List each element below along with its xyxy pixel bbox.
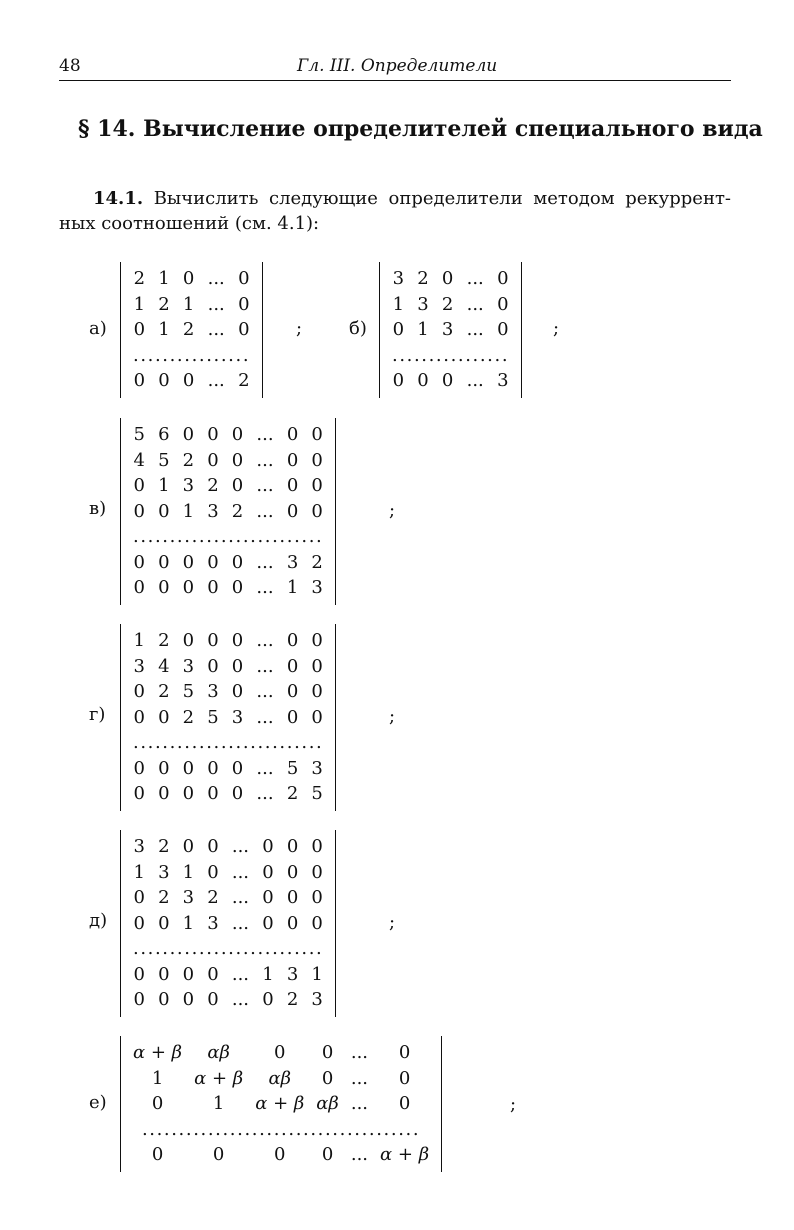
matrix-cell: 0 [497,319,509,341]
matrix-cell: 0 [151,1144,164,1166]
matrix-cell: 1 [212,1093,225,1115]
matrix-cell: 1 [182,293,195,315]
matrix-cell: ... [350,1093,369,1115]
matrix-cell: αβ [316,1093,339,1115]
matrix-cell: 2 [158,293,170,315]
matrix-cell: 0 [311,887,323,909]
det-e-row [127,1091,435,1117]
matrix-cell: 0 [311,630,323,652]
matrix-cell: 0 [133,989,145,1011]
matrix-cell: 0 [321,1042,334,1064]
matrix-cell: 3 [311,577,323,599]
matrix-cell: αβ [207,1042,230,1064]
matrix-cell: 5 [286,757,299,779]
determinant-g [120,624,336,811]
det-v-row [127,550,329,576]
det-b-label: б) [349,318,367,339]
det-d-row [127,834,329,860]
det-e-dots [127,1117,435,1143]
matrix-cell: 1 [311,963,323,985]
matrix-cell: α + β [133,1042,183,1064]
det-b-row [386,292,515,318]
det-b-dots [386,343,515,369]
matrix-cell: ... [231,912,250,934]
matrix-cell: 2 [182,706,195,728]
matrix-cell: α + β [380,1144,430,1166]
matrix-cell: 0 [133,475,145,497]
matrix-cell: 3 [286,551,299,573]
det-a-row [127,317,256,343]
det-d-label: д) [89,910,108,931]
matrix-cell: 0 [207,989,219,1011]
matrix-cell: 0 [286,500,299,522]
det-d-row [127,885,329,911]
page-header [59,54,731,81]
matrix-cell: 0 [311,861,323,883]
determinant-a [120,262,263,398]
det-v-row [127,473,329,499]
matrix-cell: 2 [286,783,299,805]
matrix-cell: ... [256,706,274,728]
matrix-cell: 0 [231,655,244,677]
running-title: Гл. III. Определители [297,56,498,76]
matrix-cell: 3 [417,293,429,315]
matrix-cell: ... [256,630,274,652]
matrix-cell: 2 [286,989,299,1011]
matrix-cell: 0 [392,370,405,392]
matrix-cell: 0 [311,475,323,497]
matrix-cell: 0 [207,577,219,599]
matrix-cell: 3 [182,887,195,909]
matrix-cell: 0 [207,963,219,985]
matrix-cell: 5 [207,706,219,728]
matrix-cell: 0 [133,319,146,341]
matrix-cell: 0 [207,655,219,677]
matrix-cell: 0 [158,757,170,779]
matrix-cell: 0 [158,370,170,392]
matrix-cell: 0 [286,861,299,883]
dots-row: .......................... [133,526,324,548]
matrix-cell: 0 [182,630,195,652]
matrix-cell: 0 [231,551,244,573]
matrix-cell: 2 [158,681,170,703]
matrix-cell: 2 [158,836,170,858]
matrix-cell: 0 [262,836,274,858]
det-a-dots [127,343,256,369]
matrix-cell: 0 [158,912,170,934]
page-number: 48 [59,56,81,76]
matrix-cell: 1 [158,268,170,290]
dots-row: ................ [133,344,251,366]
matrix-cell: 3 [158,861,170,883]
matrix-cell: 3 [207,681,219,703]
matrix-cell: 0 [392,319,405,341]
determinant-b [379,262,522,398]
matrix-cell: ... [256,655,274,677]
matrix-cell: 2 [441,293,454,315]
matrix-cell: 0 [497,293,509,315]
matrix-cell: 0 [311,706,323,728]
matrix-cell: 3 [133,836,145,858]
matrix-cell: 0 [133,963,145,985]
det-b-end: ; [553,318,560,339]
matrix-cell: 1 [133,861,145,883]
matrix-cell: 0 [286,449,299,471]
matrix-cell: 0 [311,449,323,471]
determinant-v [120,418,336,605]
matrix-cell: 3 [133,655,145,677]
matrix-cell: 0 [207,424,219,446]
matrix-cell: 3 [231,706,244,728]
det-g-end: ; [389,706,396,727]
matrix-cell: ... [231,887,250,909]
matrix-cell: 0 [182,370,195,392]
matrix-cell: ... [231,861,250,883]
matrix-cell: 0 [182,551,195,573]
det-v-dots [127,524,329,550]
det-g-label: г) [89,704,106,725]
determinant-e [120,1036,442,1172]
matrix-cell: 0 [231,757,244,779]
matrix-cell: 0 [158,989,170,1011]
matrix-cell: ... [350,1067,369,1089]
matrix-cell: 0 [238,268,250,290]
det-e-row [127,1142,435,1168]
matrix-cell: ... [466,319,484,341]
matrix-cell: 0 [286,706,299,728]
matrix-cell: 0 [231,475,244,497]
matrix-cell: ... [231,836,250,858]
matrix-cell: ... [231,989,250,1011]
matrix-cell: 3 [182,475,195,497]
matrix-cell: 0 [311,424,323,446]
matrix-cell: 2 [311,551,323,573]
matrix-cell: 0 [311,681,323,703]
matrix-cell: 0 [182,577,195,599]
matrix-cell: 2 [158,887,170,909]
matrix-cell: 0 [286,836,299,858]
det-g-row [127,628,329,654]
matrix-cell: 0 [286,655,299,677]
matrix-cell: 0 [182,757,195,779]
matrix-cell: 3 [207,912,219,934]
matrix-cell: 0 [207,861,219,883]
det-v-label: в) [89,498,107,519]
matrix-cell: 0 [286,424,299,446]
matrix-cell: ... [350,1144,369,1166]
matrix-cell: ... [207,370,225,392]
matrix-cell: 1 [286,577,299,599]
determinant-d [120,830,336,1017]
matrix-cell: 0 [286,681,299,703]
matrix-cell: 0 [133,912,145,934]
det-e-row [127,1066,435,1092]
matrix-cell: ... [207,268,225,290]
det-e-label: е) [89,1092,107,1113]
matrix-cell: 0 [158,783,170,805]
matrix-cell: 0 [207,630,219,652]
matrix-cell: 0 [321,1067,334,1089]
dots-row: .......................... [133,732,324,754]
problem-number: 14.1. [93,188,144,209]
matrix-cell: 0 [158,963,170,985]
matrix-cell: ... [256,500,274,522]
det-d-row [127,860,329,886]
matrix-cell: 0 [133,551,145,573]
matrix-cell: 0 [262,989,274,1011]
det-g-row [127,679,329,705]
matrix-cell: 2 [207,887,219,909]
matrix-cell: 0 [133,706,145,728]
matrix-cell: 1 [182,912,195,934]
matrix-cell: 0 [133,783,145,805]
problem-text-1: Вычислить следующие определители методом рекуррент- [143,188,731,209]
matrix-cell: 1 [182,500,195,522]
matrix-cell: 0 [274,1144,286,1166]
matrix-cell: 3 [311,989,323,1011]
matrix-cell: 4 [133,449,145,471]
matrix-cell: 0 [231,783,244,805]
det-g-row [127,781,329,807]
matrix-cell: ... [466,293,484,315]
det-b-row [386,317,515,343]
matrix-cell: ... [350,1042,369,1064]
det-d-row [127,987,329,1013]
det-v-row [127,575,329,601]
det-v-row [127,448,329,474]
matrix-cell: 0 [417,370,429,392]
matrix-cell: ... [466,268,484,290]
matrix-cell: 0 [133,577,145,599]
matrix-cell: 0 [286,912,299,934]
matrix-cell: 6 [158,424,170,446]
matrix-cell: 0 [182,836,195,858]
matrix-cell: 0 [441,370,454,392]
matrix-cell: 0 [133,370,146,392]
matrix-cell: 0 [182,424,195,446]
matrix-cell: 2 [231,500,244,522]
matrix-cell: ... [256,757,274,779]
matrix-cell: 1 [133,293,146,315]
matrix-cell: ... [256,783,274,805]
matrix-cell: 2 [158,630,170,652]
matrix-cell: 0 [182,783,195,805]
det-g-row [127,705,329,731]
problem-text-2: ных соотношений (см. 4.1): [59,213,320,234]
matrix-cell: 0 [398,1042,411,1064]
det-e-row [127,1040,435,1066]
matrix-cell: ... [256,475,274,497]
matrix-cell: 0 [441,268,454,290]
matrix-cell: 0 [311,912,323,934]
matrix-cell: 3 [311,757,323,779]
matrix-cell: 1 [151,1067,164,1089]
matrix-cell: 0 [262,861,274,883]
matrix-cell: 1 [417,319,429,341]
det-d-row [127,911,329,937]
matrix-cell: ... [466,370,484,392]
problem-line-1 [59,186,731,211]
matrix-cell: 1 [262,963,274,985]
det-a-row [127,266,256,292]
matrix-cell: 3 [497,370,509,392]
matrix-cell: 0 [311,655,323,677]
matrix-cell: 0 [497,268,509,290]
matrix-cell: 3 [207,500,219,522]
matrix-cell: 0 [262,912,274,934]
matrix-cell: ... [256,577,274,599]
matrix-cell: 0 [231,681,244,703]
matrix-cell: 1 [392,293,405,315]
matrix-cell: 2 [133,268,146,290]
matrix-cell: 0 [207,757,219,779]
matrix-cell: 2 [238,370,250,392]
matrix-cell: 3 [441,319,454,341]
section-title: § 14. Вычисление определителей специального вида [78,116,763,142]
det-g-row [127,654,329,680]
matrix-cell: ... [256,424,274,446]
matrix-cell: 0 [133,500,145,522]
matrix-cell: ... [256,551,274,573]
matrix-cell: 1 [158,319,170,341]
matrix-cell: α + β [255,1093,305,1115]
matrix-cell: 1 [133,630,145,652]
matrix-cell: 0 [398,1093,411,1115]
matrix-cell: 0 [231,630,244,652]
matrix-cell: 0 [207,836,219,858]
dots-row: ...................................... [141,1118,421,1140]
problem-statement [59,186,731,236]
dots-row: .......................... [133,938,324,960]
matrix-cell: 2 [207,475,219,497]
matrix-cell: 0 [231,424,244,446]
det-v-end: ; [389,500,396,521]
matrix-cell: 0 [182,963,195,985]
matrix-cell: 0 [158,500,170,522]
matrix-cell: 5 [182,681,195,703]
matrix-cell: 0 [158,551,170,573]
matrix-cell: 0 [274,1042,286,1064]
matrix-cell: 4 [158,655,170,677]
det-g-dots [127,730,329,756]
matrix-cell: 5 [133,424,145,446]
matrix-cell: ... [207,319,225,341]
det-v-row [127,499,329,525]
det-a-end: ; [296,318,303,339]
det-a-row [127,292,256,318]
matrix-cell: 5 [311,783,323,805]
matrix-cell: 0 [311,836,323,858]
det-d-end: ; [389,912,396,933]
det-b-row [386,266,515,292]
matrix-cell: 1 [158,475,170,497]
matrix-cell: 0 [231,449,244,471]
matrix-cell: 2 [182,449,195,471]
matrix-cell: 0 [182,268,195,290]
matrix-cell: 0 [207,783,219,805]
det-a-label: а) [89,318,107,339]
matrix-cell: 3 [392,268,405,290]
matrix-cell: 0 [262,887,274,909]
matrix-cell: 1 [182,861,195,883]
matrix-cell: ... [207,293,225,315]
matrix-cell: 3 [286,963,299,985]
matrix-cell: 0 [151,1093,164,1115]
matrix-cell: 0 [158,577,170,599]
matrix-cell: 0 [182,989,195,1011]
matrix-cell: 2 [417,268,429,290]
matrix-cell: 0 [286,887,299,909]
matrix-cell: 0 [286,475,299,497]
matrix-cell: 0 [133,757,145,779]
matrix-cell: ... [256,449,274,471]
matrix-cell: 0 [321,1144,334,1166]
matrix-cell: 0 [238,319,250,341]
matrix-cell: ... [256,681,274,703]
matrix-cell: 0 [133,887,145,909]
matrix-cell: 0 [133,681,145,703]
matrix-cell: ... [231,963,250,985]
matrix-cell: 0 [238,293,250,315]
det-b-row [386,368,515,394]
matrix-cell: 0 [207,551,219,573]
matrix-cell: 0 [207,449,219,471]
matrix-cell: 3 [182,655,195,677]
det-d-dots [127,936,329,962]
matrix-cell: 0 [231,577,244,599]
det-d-row [127,962,329,988]
matrix-cell: 0 [311,500,323,522]
det-e-end: ; [510,1094,517,1115]
det-v-row [127,422,329,448]
det-g-row [127,756,329,782]
matrix-cell: 2 [182,319,195,341]
matrix-cell: 0 [158,706,170,728]
matrix-cell: 0 [212,1144,225,1166]
matrix-cell: αβ [268,1067,292,1089]
matrix-cell: 5 [158,449,170,471]
matrix-cell: 0 [398,1067,411,1089]
det-a-row [127,368,256,394]
dots-row: ................ [392,344,510,366]
matrix-cell: 0 [286,630,299,652]
matrix-cell: α + β [194,1067,244,1089]
